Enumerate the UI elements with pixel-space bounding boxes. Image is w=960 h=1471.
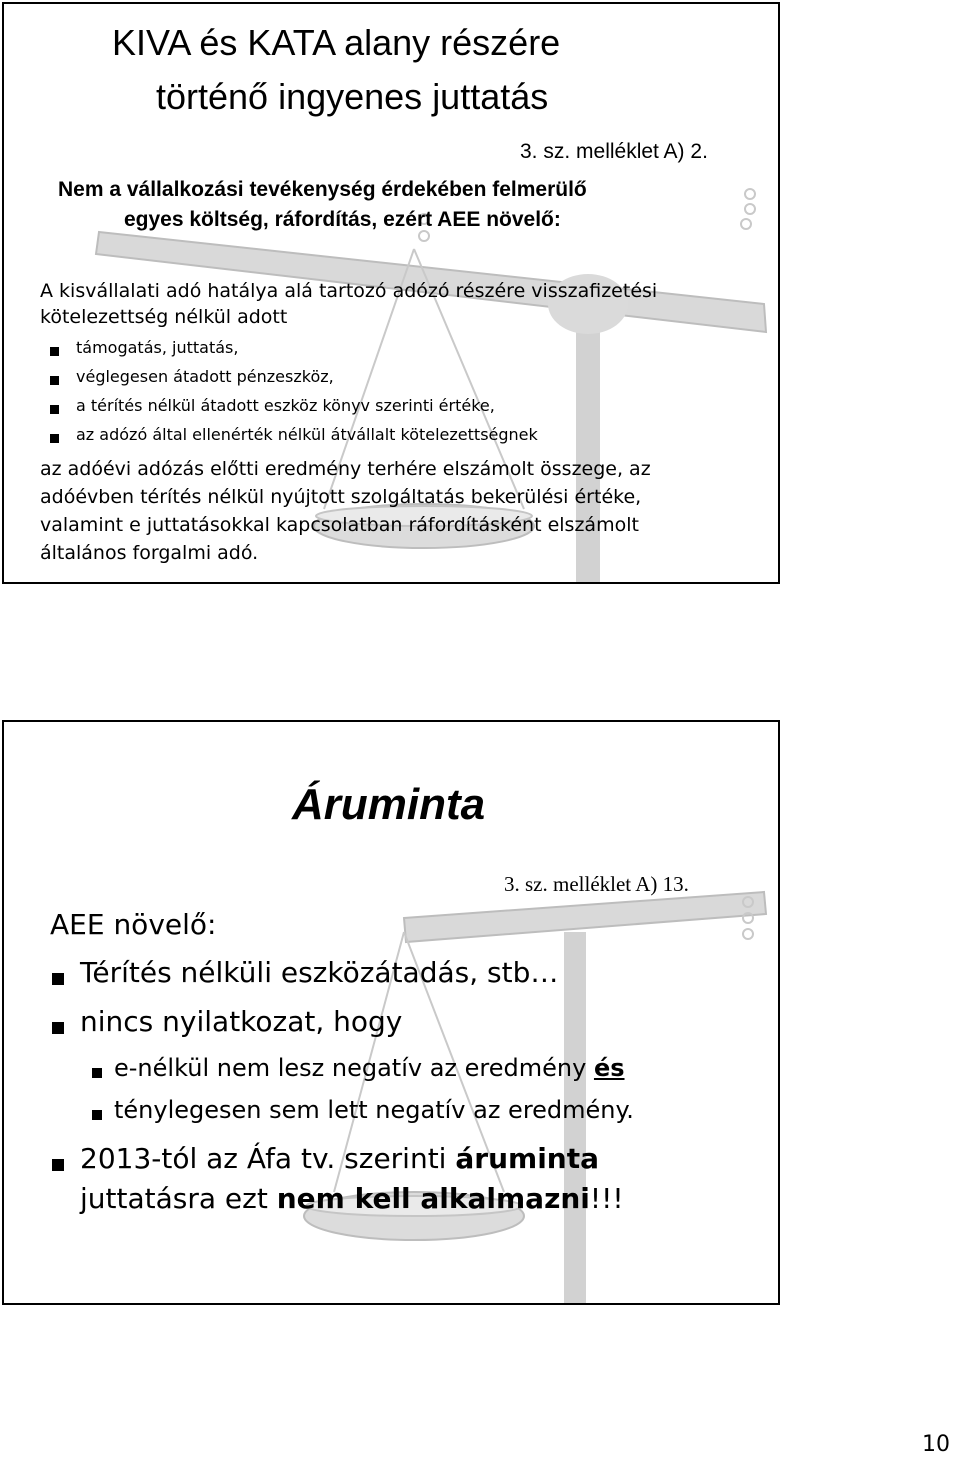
bullet-square-icon bbox=[92, 1110, 102, 1120]
slide2-reference: 3. sz. melléklet A) 13. bbox=[504, 872, 689, 896]
bullet-square-icon bbox=[52, 1022, 64, 1034]
bullet-square-icon bbox=[50, 405, 59, 414]
bullet-square-icon bbox=[50, 347, 59, 356]
slide1-bullet-4: az adózó által ellenérték nélkül átvállalt kötelezettségnek bbox=[76, 425, 538, 444]
bullet-3-exclaim: !!! bbox=[589, 1182, 624, 1215]
slide1-bullet-1: támogatás, juttatás, bbox=[76, 338, 239, 357]
slide1-title-line2: történő ingyenes juttatás bbox=[156, 76, 549, 117]
slide-1 bbox=[2, 2, 780, 584]
slide1-closing-line3: valamint e juttatásokkal kapcsolatban ráfordításként elszámolt bbox=[40, 514, 639, 536]
slide2-sub-bullet-1 bbox=[114, 1054, 625, 1082]
bullet-3-emphasis-2: nem kell alkalmazni bbox=[276, 1182, 590, 1215]
slide1-closing-line2: adóévben térítés nélkül nyújtott szolgáltatás bekerülési értéke, bbox=[40, 486, 642, 508]
slide-2 bbox=[2, 720, 780, 1305]
bullet-3-text: 2013-tól az Áfa tv. szerinti bbox=[80, 1142, 456, 1175]
bullet-square-icon bbox=[50, 376, 59, 385]
slide1-reference: 3. sz. melléklet A) 2. bbox=[520, 140, 708, 163]
bullet-square-icon bbox=[92, 1068, 102, 1078]
slide1-closing-line4: általános forgalmi adó. bbox=[40, 542, 259, 564]
bullet-square-icon bbox=[52, 1159, 64, 1171]
slide2-title: Áruminta bbox=[292, 780, 486, 829]
slide2-lead: AEE növelő: bbox=[50, 908, 217, 941]
slide1-bullet-2: véglegesen átadott pénzeszköz, bbox=[76, 367, 334, 386]
slide1-closing-line1: az adóévi adózás előtti eredmény terhére elszámolt összege, az bbox=[40, 458, 651, 480]
slide2-bullet-3-line2 bbox=[80, 1182, 624, 1215]
slide1-bullet-3: a térítés nélkül átadott eszköz könyv szerinti értéke, bbox=[76, 396, 495, 415]
page-number: 10 bbox=[922, 1432, 950, 1457]
bullet-3-text-cont: juttatásra ezt bbox=[80, 1182, 277, 1215]
slide2-sub-bullet-2: ténylegesen sem lett negatív az eredmény. bbox=[114, 1096, 634, 1124]
slide1-intro-line1: A kisvállalati adó hatálya alá tartozó adózó részére visszafizetési bbox=[40, 280, 658, 302]
slide1-title-line1: KIVA és KATA alany részére bbox=[112, 22, 561, 63]
slide2-bullet-1: Térítés nélküli eszközátadás, stb… bbox=[80, 956, 559, 989]
slide1-heading-line1: Nem a vállalkozási tevékenység érdekében felmerülő bbox=[58, 178, 587, 201]
slide2-bullet-3-line1 bbox=[80, 1142, 599, 1175]
bullet-square-icon bbox=[50, 434, 59, 443]
slide1-heading-line2: egyes költség, ráfordítás, ezért AEE növelő: bbox=[124, 208, 561, 231]
bullet-3-emphasis: áruminta bbox=[455, 1142, 599, 1175]
sub-bullet-1-emphasis: és bbox=[593, 1054, 625, 1082]
slide1-intro-line2: kötelezettség nélkül adott bbox=[40, 306, 288, 328]
slide2-bullet-2: nincs nyilatkozat, hogy bbox=[80, 1005, 403, 1038]
bullet-square-icon bbox=[52, 973, 64, 985]
sub-bullet-1-text: e-nélkül nem lesz negatív az eredmény bbox=[114, 1054, 594, 1082]
